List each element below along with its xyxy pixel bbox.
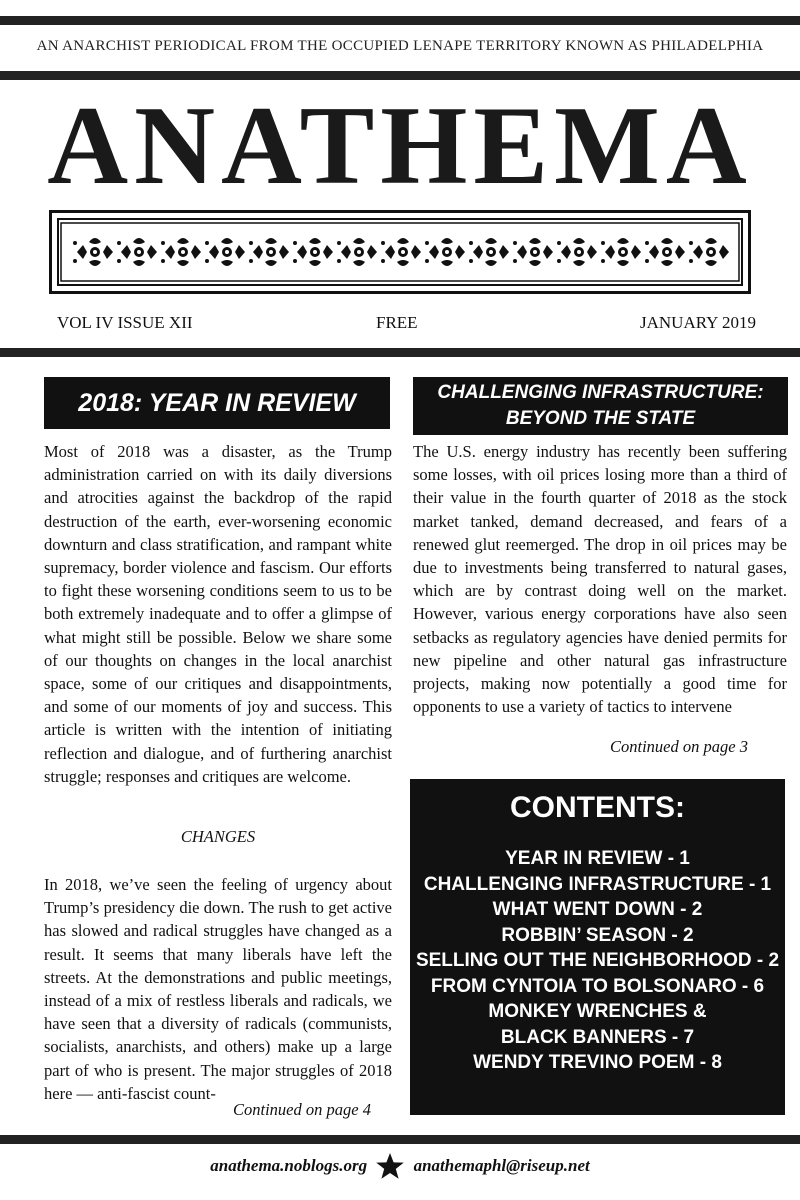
article2-heading xyxy=(413,377,788,435)
article2-title-line2: BEYOND THE STATE xyxy=(505,408,696,429)
article1-body xyxy=(44,440,392,788)
contents-list xyxy=(410,846,785,1076)
article2-title-line1: CHALLENGING INFRASTRUCTURE: xyxy=(437,382,764,403)
star-icon xyxy=(375,1152,405,1180)
contents-title: CONTENTS: xyxy=(510,791,685,824)
contents-item: WHAT WENT DOWN - 2 xyxy=(492,899,703,920)
rule-under-tagline xyxy=(0,71,800,80)
contents-item: CHALLENGING INFRASTRUCTURE - 1 xyxy=(423,873,772,895)
article2-continued: Continued on page 3 xyxy=(610,737,748,756)
article1-paragraph: Most of 2018 was a disaster, as the Trump administration carried on with its daily diversions and atrocities against the backdrop of the rapid destruction of the earth, ever-worsening economic downturn and class stratification, and rampant white supremacy, border violence and fascism. Our efforts to fight these worsening conditions seem to us to be both extremely inadequate and to offer a glimpse of what might still be possible. Below we share some of our thoughts on changes in the local anarchist space, some of our critiques and disappointments, and some of our moments of joy and success. This article is written with the intention of initiating reflection and dialogue, and of furthering anarchist struggle; responses and critiques are welcome. xyxy=(44,442,392,786)
contents-item: WENDY TREVINO POEM - 8 xyxy=(473,1052,722,1073)
footer-rule xyxy=(0,1135,800,1144)
article1-subheading: CHANGES xyxy=(180,827,256,846)
masthead-title: ANATHEMA xyxy=(47,84,753,208)
contents-item: FROM CYNTOIA TO BOLSONARO - 6 xyxy=(430,975,765,997)
volume-issue: VOL IV ISSUE XII xyxy=(57,313,193,332)
article1-paragraph: In 2018, we’ve seen the feeling of urgency about Trump’s presidency die down. The rush to get active has slowed and radical struggles have changed as a result. It seems that many liberals have left the streets. At the demonstrations and public meetings, instead of a mix of restless liberals and radicals, we have seen that a diversity of radicals (communists, socialists, anarchists, and others) make up a large part of who is present. The major struggles of 2018 here — anti-fascist count- xyxy=(44,875,392,1103)
contents-item: BLACK BANNERS - 7 xyxy=(500,1026,695,1048)
article1-continued: Continued on page 4 xyxy=(233,1100,371,1119)
footer xyxy=(0,1152,800,1180)
top-rule xyxy=(0,16,800,25)
rule-under-masthead xyxy=(0,348,800,357)
tagline: AN ANARCHIST PERIODICAL FROM THE OCCUPIED LENAPE TERRITORY KNOWN AS PHILADELPHIA xyxy=(36,38,764,54)
price: FREE xyxy=(376,313,418,332)
article2-body xyxy=(413,440,787,718)
contents-item: YEAR IN REVIEW - 1 xyxy=(505,848,690,869)
contents-item: MONKEY WRENCHES & xyxy=(488,1001,707,1022)
ornamental-border xyxy=(49,210,751,294)
article2-paragraph: The U.S. energy industry has recently been suffering some losses, with oil prices losing more than a third of their value in the fourth quarter of 2018 as the stock market tanked, demand decreased, and fears of a renewed glut reemerged. The drop in oil prices may be due to investments being transferred to natural gases, which are by contrast doing well on the market. However, various energy corporations have also seen setbacks as regulatory agencies have denied permits for new pipeline and other natural gas infrastructure projects, making now potentially a good time for opponents to use a variety of tactics to intervene xyxy=(413,442,787,717)
article1-title: 2018: YEAR IN REVIEW xyxy=(78,389,356,417)
contents-item: ROBBIN’ SEASON - 2 xyxy=(501,924,694,946)
footer-website[interactable]: anathema.noblogs.org xyxy=(210,1156,368,1175)
article1-body-2 xyxy=(44,873,392,1105)
article1-heading xyxy=(44,377,390,429)
footer-email[interactable]: anathemaphl@riseup.net xyxy=(413,1156,590,1175)
contents-item: SELLING OUT THE NEIGHBORHOOD - 2 xyxy=(415,950,780,971)
contents-box xyxy=(410,779,785,1115)
issue-date: JANUARY 2019 xyxy=(640,313,757,332)
